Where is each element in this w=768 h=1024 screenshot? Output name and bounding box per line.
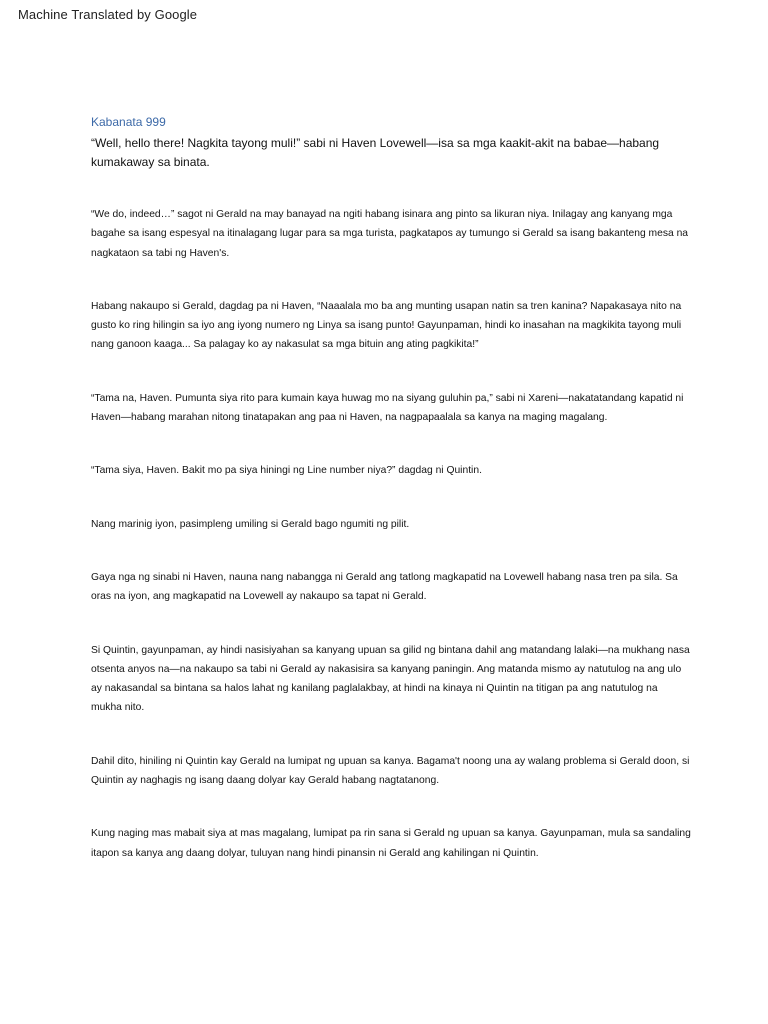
paragraph: Habang nakaupo si Gerald, dagdag pa ni Haven, “Naaalala mo ba ang munting usapan natin sa tren kanina? Napakasaya nito na gusto ko ring hilingin sa iyo ang iyong numero ng Linya sa isang punto! Gayunpaman, hindi ko inasahan na magkikita tayong muli nang ganoon kaaga... Sa palagay ko ay nakasulat sa mga bituin ang ating pagkikita!” [91,300,682,351]
chapter-title: Kabanata 999 [91,115,166,129]
paragraph: Kung naging mas mabait siya at mas magalang, lumipat pa rin sana si Gerald ng upuan sa kanya. Gayunpaman, mula sa sandaling itapon sa kanya ang daang dolyar, tuluyan nang hindi pinansin ni Gerald ang kahilingan ni Quintin. [91,828,691,859]
paragraph: Dahil dito, hiniling ni Quintin kay Gerald na lumipat ng upuan sa kanya. Bagama't noong una ay walang problema si Gerald doon, si Quintin ay naghagis ng isang daang dolyar kay Gerald habang nagtatanong. [91,755,690,787]
lead-paragraph: “Well, hello there! Nagkita tayong muli!” sabi ni Haven Lovewell—isa sa mga kaakit-akit na babae—habang kumakaway sa binata. [91,136,660,169]
paragraph: Nang marinig iyon, pasimpleng umiling si Gerald bago ngumiti ng pilit. [91,518,410,530]
machine-translated-label: Machine Translated by Google [18,7,198,22]
paragraph: “Tama na, Haven. Pumunta siya rito para kumain kaya huwag mo na siyang guluhin pa,” sabi ni Xareni—nakatatandang kapatid ni Haven—habang marahan nitong tinatapakan ang paa ni Haven, na nagpapaalala sa kanya na maging magalang. [91,392,684,424]
paragraph: “We do, indeed…” sagot ni Gerald na may banayad na ngiti habang isinara ang pinto sa likuran niya. Inilagay ang kanyang mga bagahe sa isang espesyal na itinalagang lugar para sa mga turista, pagkatapos ay tumungo si Gerald sa isang bakanteng mesa na nagkataon sa tabi ng Haven's. [91,209,689,259]
paragraph: Si Quintin, gayunpaman, ay hindi nasisiyahan sa kanyang upuan sa gilid ng bintana dahil ang matandang lalaki—na mukhang nasa otsenta anyos na—na nakaupo sa tabi ni Gerald ay nakasisira sa kanyang paningin. Ang matanda mismo ay natutulog na ang ulo ay nakasandal sa bintana sa halos lahat ng kanilang paglalakbay, at hindi na kinaya ni Quintin na titigan pa ang natutulog na mukha nito. [91,644,690,714]
paragraph: Gaya nga ng sinabi ni Haven, nauna nang nabangga ni Gerald ang tatlong magkapatid na Lovewell habang nasa tren pa sila. Sa oras na iyon, ang magkapatid na Lovewell ay nakaupo sa tapat ni Gerald. [91,571,678,603]
paragraph: “Tama siya, Haven. Bakit mo pa siya hiningi ng Line number niya?” dagdag ni Quintin. [91,465,482,477]
document-body [91,114,691,897]
